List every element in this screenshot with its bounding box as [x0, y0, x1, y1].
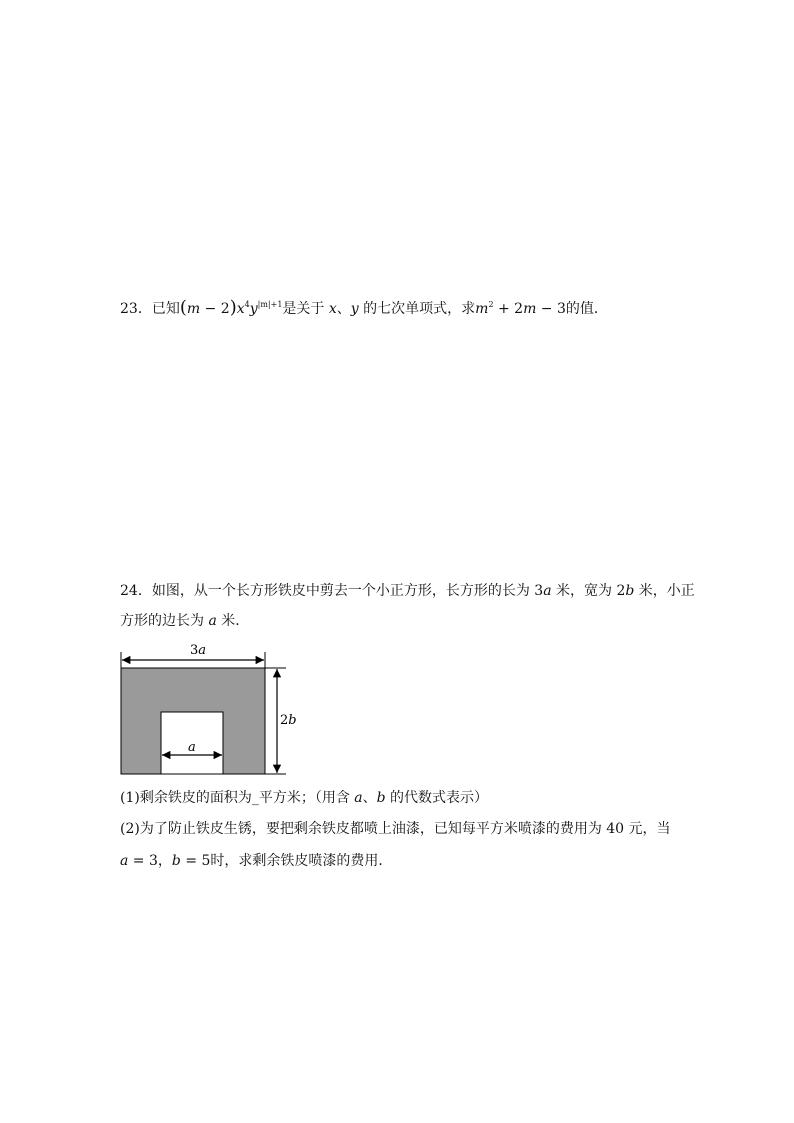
text: − 3: [536, 301, 566, 317]
text: − 2: [200, 301, 230, 317]
text: 、: [362, 790, 377, 806]
label-3a: 3a: [190, 643, 207, 658]
var-b: b: [171, 853, 181, 869]
text: 的代数式表示）: [385, 790, 489, 806]
var-b: b: [376, 790, 386, 806]
question-23: [120, 295, 608, 319]
text: + 2: [493, 301, 524, 317]
figure-rectangle-cutout: [110, 638, 300, 783]
var-a: a: [120, 853, 129, 869]
text: = 3，: [128, 853, 172, 869]
text: 方形的边长为: [120, 613, 209, 629]
text: 的值．: [565, 301, 608, 317]
var-m: m: [475, 301, 489, 317]
var-x: x: [328, 301, 337, 317]
label-2b: 2b: [280, 713, 297, 728]
question-24-line1: [120, 581, 695, 601]
text: 是关于: [282, 301, 329, 317]
text: 米，宽为 2: [551, 583, 626, 599]
exponent: 4: [244, 300, 250, 309]
exponent: |m|+1: [257, 300, 283, 309]
question-24-part2: [120, 819, 671, 839]
text: 的七次单项式，求: [358, 301, 476, 317]
var-a: a: [543, 583, 552, 599]
question-24-line2: [120, 611, 249, 631]
var-a: a: [208, 613, 217, 629]
question-number: 23．: [120, 301, 152, 317]
question-24-part2-cont: [120, 851, 392, 871]
text: 、: [336, 301, 351, 317]
var-a: a: [354, 790, 363, 806]
question-number: 24．: [120, 583, 152, 599]
text: 如图，从一个长方形铁皮中剪去一个小正方形，长方形的长为 3: [151, 583, 544, 599]
question-24-part1: [120, 788, 488, 808]
exponent: 2: [488, 300, 494, 309]
text: 米，小正: [634, 583, 695, 599]
var-b: b: [625, 583, 635, 599]
var-y: y: [350, 301, 359, 317]
label-a: a: [188, 740, 196, 755]
text: = 5: [180, 853, 211, 869]
text: 时，求剩余铁皮喷漆的费用．: [210, 853, 393, 869]
var-m: m: [523, 301, 537, 317]
text: (1)剩余铁皮的面积为_平方米；（用含: [120, 790, 355, 806]
paren-close: ): [229, 297, 237, 318]
text: (2)为了防止铁皮生锈，要把剩余铁皮都喷上油漆，已知每平方米喷漆的费用为 40 元，当: [120, 821, 671, 837]
var-y: y: [249, 301, 258, 317]
var-m: m: [186, 301, 201, 317]
var-x: x: [236, 301, 245, 317]
paren-open: (: [179, 297, 187, 318]
text: 已知: [151, 301, 180, 317]
text: 米．: [216, 613, 250, 629]
